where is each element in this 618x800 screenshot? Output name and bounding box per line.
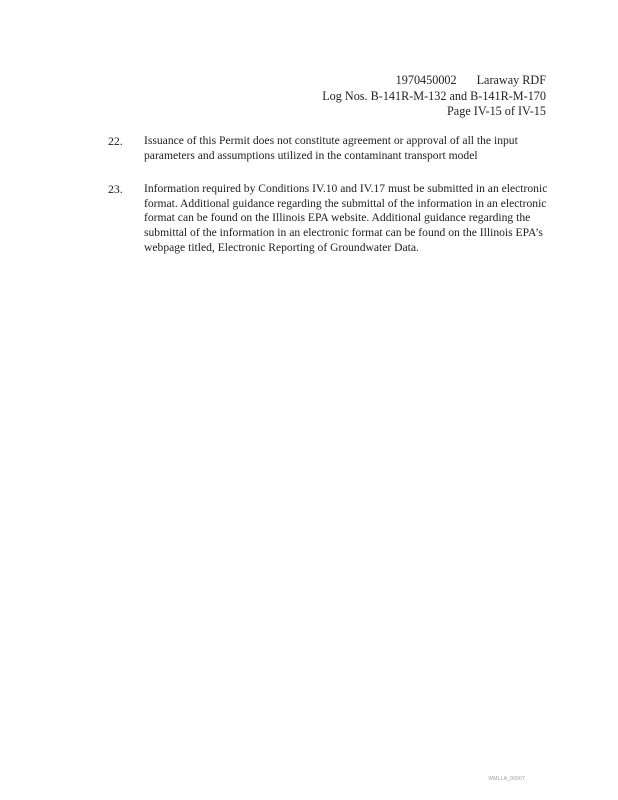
facility-id: 1970450002 — [395, 73, 457, 87]
facility-name: Laraway RDF — [476, 73, 546, 87]
facility-line — [322, 73, 546, 89]
page-number: Page IV-15 of IV-15 — [447, 104, 546, 118]
log-numbers: Log Nos. B-141R-M-132 and B-141R-M-170 — [322, 88, 546, 103]
page-header — [322, 73, 546, 120]
condition-item — [108, 134, 548, 163]
bates-stamp: WMLLA_00907 — [488, 776, 525, 782]
condition-item — [108, 182, 548, 255]
condition-number: 23. — [108, 182, 123, 197]
condition-text: Issuance of this Permit does not constitute agreement or approval of all the input parameters and assumptions utilized in the contaminant transport model — [144, 134, 518, 162]
conditions-list — [108, 134, 548, 274]
condition-number: 22. — [108, 134, 123, 148]
condition-text: Information required by Conditions IV.10 and IV.17 must be submitted in an electronic format. Additional guidance regarding the submittal of the information in an electronic format can be found on the Illinois EPA website. Additional guidance regarding the submittal of the information in an electronic format can be found on the Illinois EPA’s webpage titled, Electronic Reporting of Groundwater Data. — [144, 182, 548, 254]
